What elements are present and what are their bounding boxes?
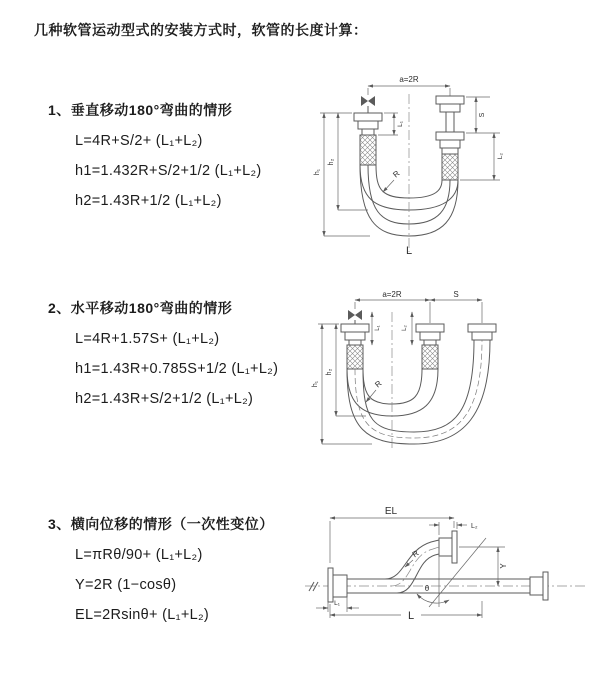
formula-h2: h2=1.43R+S/2+1/2 (L₁+L₂) xyxy=(75,391,254,407)
hose-u-curves xyxy=(347,340,490,444)
left-flange xyxy=(328,568,347,602)
dim-a2r xyxy=(368,75,450,96)
formula-h1: h1=1.43R+0.785S+1/2 (L₁+L₂) xyxy=(75,361,279,377)
dim-l1 xyxy=(316,597,359,612)
section-2-heading: 2、水平移动180°弯曲的情形 xyxy=(48,300,233,316)
diagram-1-drawing xyxy=(310,70,582,262)
dim-label-s: S xyxy=(453,290,459,299)
dim-l xyxy=(330,601,482,622)
diagram-2-drawing xyxy=(310,286,582,458)
formula-h1: h1=1.432R+S/2+1/2 (L₁+L₂) xyxy=(75,163,262,179)
dim-label-l1: L₁ xyxy=(397,121,404,127)
right-pipe-fitting xyxy=(468,324,496,340)
left-pipe-fitting xyxy=(354,113,382,165)
section-3-heading: 3、横向位移的情形（一次性变位） xyxy=(48,516,274,532)
dim-label-a2r: a=2R xyxy=(399,75,419,84)
right-pipe-fitting xyxy=(436,96,464,180)
middle-pipe-fitting xyxy=(416,324,444,369)
dim-a2r xyxy=(355,290,482,323)
dim-label-l1: L₁ xyxy=(334,600,340,607)
section-vertical-movement xyxy=(48,100,262,223)
formula-EL: EL=2Rsinθ+ (L₁+L₂) xyxy=(75,607,210,623)
valve-icon xyxy=(348,310,362,324)
dim-label-h2: h₂ xyxy=(326,368,333,376)
formula-L: L=4R+1.57S+ (L₁+L₂) xyxy=(75,331,220,347)
radius-callout xyxy=(366,379,384,402)
dim-label-h1: h₁ xyxy=(312,380,319,388)
dim-label-r: R xyxy=(373,378,384,390)
dim-label-l2: L₂ xyxy=(471,523,478,530)
dim-label-r: R xyxy=(410,548,421,560)
diagram-horizontal-180 xyxy=(310,286,582,458)
dim-label-s: S xyxy=(479,112,486,118)
radius-callout xyxy=(383,169,402,192)
dim-l1 xyxy=(372,312,381,345)
formula-L: L=4R+S/2+ (L₁+L₂) xyxy=(75,133,203,149)
dim-label-el: EL xyxy=(384,506,398,517)
dim-label-theta: θ xyxy=(424,584,430,593)
dim-label-l: L xyxy=(407,610,415,622)
dim-s xyxy=(466,97,500,133)
page-title: 几种软管运动型式的安装方式时，软管的长度计算： xyxy=(34,22,368,38)
dim-s xyxy=(430,290,482,300)
right-flange xyxy=(530,572,548,600)
dim-label-y: Y xyxy=(499,563,508,569)
formula-h2: h2=1.43R+1/2 (L₁+L₂) xyxy=(75,193,222,209)
dim-y xyxy=(459,547,508,586)
section-lateral-displacement xyxy=(48,514,274,637)
section-1-heading: 1、垂直移动180°弯曲的情形 xyxy=(48,102,233,118)
dim-label-l-total: L xyxy=(405,245,413,257)
dim-label-l2: L₂ xyxy=(497,152,504,160)
formula-L: L=πRθ/90+ (L₁+L₂) xyxy=(75,547,203,563)
dim-label-r: R xyxy=(391,168,402,180)
dim-label-l1: L₁ xyxy=(375,325,381,331)
diagram-lateral-displacement xyxy=(299,503,595,651)
diagram-vertical-180 xyxy=(310,70,582,262)
valve-icon xyxy=(361,96,375,113)
dim-label-h1: h₁ xyxy=(314,168,321,176)
dim-label-a2r: a=2R xyxy=(382,290,402,299)
upper-flange xyxy=(439,531,457,563)
dim-l2 xyxy=(460,133,504,180)
dim-label-h2: h₂ xyxy=(328,158,335,166)
dim-label-l2: L₂ xyxy=(402,325,408,331)
left-pipe-fitting xyxy=(341,324,369,369)
pipe-break-icon xyxy=(309,582,318,591)
section-horizontal-movement xyxy=(48,298,278,421)
diagram-3-drawing xyxy=(299,503,595,651)
dim-l2 xyxy=(402,312,412,345)
formula-Y: Y=2R (1−cosθ) xyxy=(75,577,177,593)
